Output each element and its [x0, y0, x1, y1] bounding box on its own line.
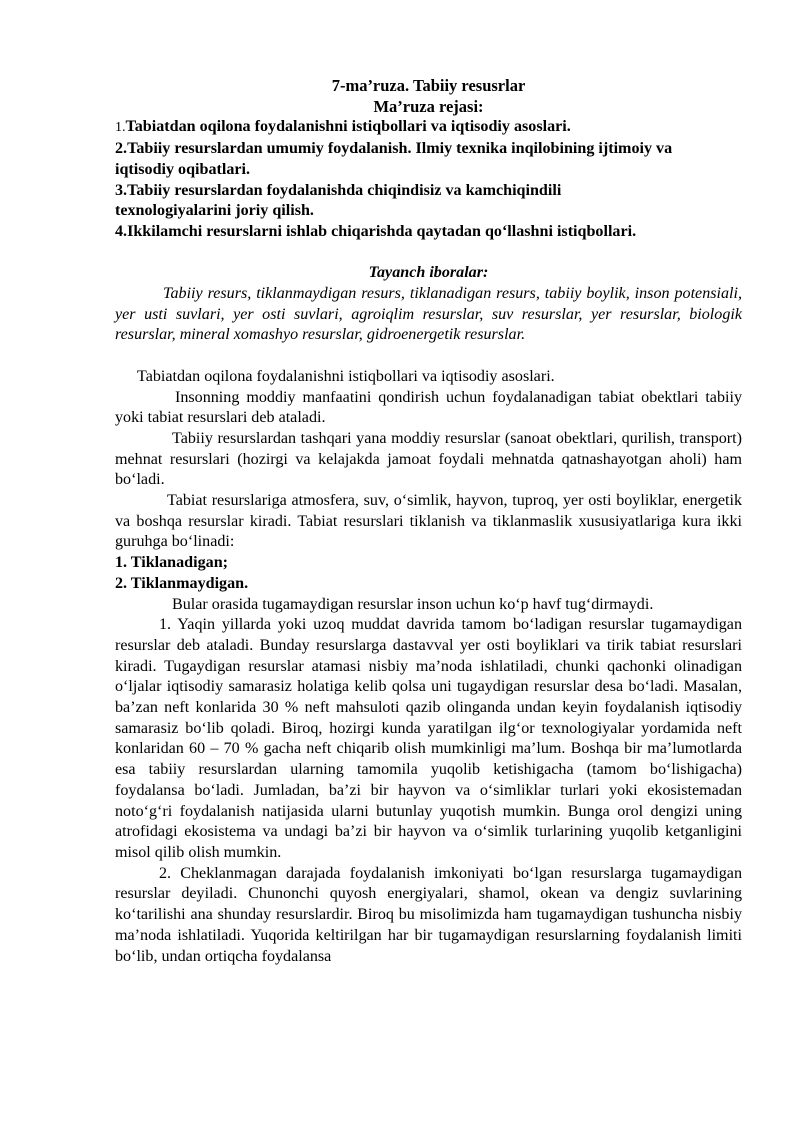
- paragraph: Bular orasida tugamaydigan resurslar inson uchun ko‘p havf tug‘dirmaydi.: [172, 595, 654, 613]
- plan-item: 4.Ikkilamchi resurslarni ishlab chiqarishda qaytadan qo‘llashni istiqbollari.: [115, 222, 637, 240]
- plan-heading: Ma’ruza rejasi:: [373, 96, 484, 116]
- plan-item-text: Tabiatdan oqilona foydalanishni istiqbollari va iqtisodiy asoslari.: [125, 118, 571, 136]
- lecture-title: 7-ma’ruza. Tabiiy resusrlar: [331, 76, 526, 95]
- section-heading: Tabiatdan oqilona foydalanishni istiqbollari va iqtisodiy asoslari.: [137, 367, 555, 385]
- paragraph: Tabiiy resurslardan tashqari yana moddiy resurslar (sanoat obektlari, qurilish, transport) mehnat resurslari (hozirgi va kelajakda jamoat foydali mehnatda qatnashayotgan aholi) ham bo‘ladi.: [115, 429, 742, 489]
- list-item: 1. Tiklanadigan;: [115, 554, 229, 572]
- document-page: [115, 76, 742, 967]
- paragraph: 2. Cheklanmagan darajada foydalanish imkoniyati bo‘lgan resurslarga tugamaydigan resurslar deyiladi. Chunonchi quyosh energiyalari, shamol, okean va dengiz suvlarining ko‘tarilishi ana shunday resurslardir. Biroq bu misolimizda ham tugamaydigan tushuncha nisbiy ma’noda ishlatiladi. Yuqorida keltirilgan har bir tugamaydigan resurslarning foydalanish limiti bo‘lib, undan ortiqcha foydalansa: [115, 864, 742, 965]
- plan-item: [115, 117, 742, 139]
- keywords-heading: Tayanch iboralar:: [368, 264, 489, 282]
- paragraph: Insonning moddiy manfaatini qondirish uchun foydalanadigan tabiat obektlari tabiiy yoki tabiat resurslari deb ataladi.: [115, 388, 742, 427]
- keywords-text: Tabiiy resurs, tiklanmaydigan resurs, tiklanadigan resurs, tabiiy boylik, inson potensiali, yer usti suvlari, yer osti suvlari, agroiqlim resurslar, suv resurslar, yer resurslar, biologik resurslar, mineral xomashyo resurslar, gidroenergetik resurslar.: [115, 285, 742, 344]
- paragraph: 1. Yaqin yillarda yoki uzoq muddat davrida tamom bo‘ladigan resurslar tugamaydigan resurslar deb ataladi. Bunday resurslarga dastavval yer osti boyliklari va tirik tabiat resurslari kiradi. Tugaydigan resurslar atamasi nisbiy ma’noda ishlatiladi, chunki qachonki olinadigan o‘ljalar iqtisodiy samarasiz holatiga kelib qolsa uni tugaydigan resurslar desa bo‘ladi. Masalan, ba’zan neft konlarida 30 % neft mahsuloti qazib olinganda undan keyin foydalanish iqtisodiy samarasiz bo‘lib qoladi. Biroq, hozirgi kunda yaratilgan ilg‘or texnologiyalar yordamida neft konlaridan 60 – 70 % gacha neft chiqarib olish mumkinligi ma’lum. Boshqa bir ma’lumotlarda esa tabiiy resurslardan ularning tamomila yuqolib ketishigacha (tamom bo‘lishigacha) foydalansa bo‘ladi. Jumladan, ba’zi bir hayvon va o‘simliklar turlari yoki ekosistemadan noto‘g‘ri foydalanish natijasida ularni butunlay yuqotish mumkin. Bunga orol dengizi uning atrofidagi ekosistema va undagi ba’zi bir hayvon va o‘simlik turlarining yuqolib ketganligini misol qilib olish mumkin.: [115, 616, 742, 861]
- plan-item-number: 1.: [115, 120, 126, 136]
- plan-item: 2.Tabiiy resurslardan umumiy foydalanish. Ilmiy texnika inqilobining ijtimoiy va iqtisodiy oqibatlari.: [115, 140, 673, 178]
- paragraph: Tabiat resurslariga atmosfera, suv, o‘simlik, hayvon, tuproq, yer osti boyliklar, energetik va boshqa resurslar kiradi. Tabiat resurslari tiklanish va tiklanmaslik xususiyatlariga kura ikki guruhga bo‘linadi:: [115, 492, 742, 551]
- plan-item: 3.Tabiiy resurslardan foydalanishda chiqindisiz va kamchiqindili texnologiyalarini joriy qilish.: [115, 181, 562, 220]
- list-item: 2. Tiklanmaydigan.: [115, 574, 249, 592]
